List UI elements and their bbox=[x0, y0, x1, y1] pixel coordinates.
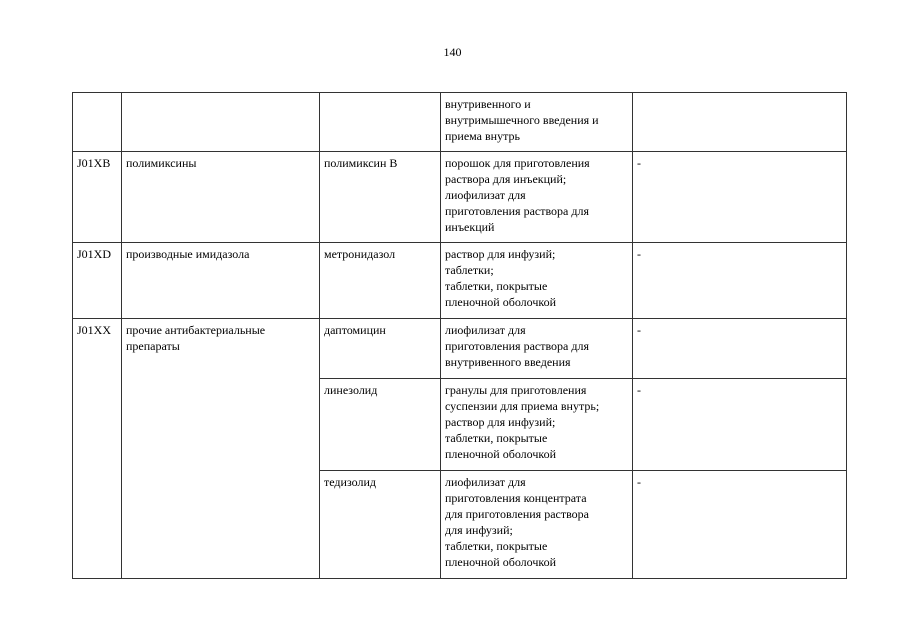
atc-code-cell: J01XB bbox=[73, 152, 122, 243]
page-number: 140 bbox=[443, 45, 462, 59]
drug-name-cell: полимиксин B bbox=[320, 152, 441, 243]
note-cell: - bbox=[633, 471, 847, 579]
dosage-form-cell: внутривенного и внутримышечного введения и приема внутрь bbox=[441, 93, 633, 152]
drug-name-cell: даптомицин bbox=[320, 319, 441, 379]
atc-code-cell: J01XX bbox=[73, 319, 122, 579]
table-row bbox=[73, 93, 847, 152]
note-cell: - bbox=[633, 379, 847, 471]
group-cell bbox=[122, 93, 320, 152]
atc-code-cell bbox=[73, 93, 122, 152]
table-row bbox=[73, 152, 847, 243]
drug-name-cell: тедизолид bbox=[320, 471, 441, 579]
drug-name-cell: линезолид bbox=[320, 379, 441, 471]
note-cell: - bbox=[633, 243, 847, 319]
note-cell bbox=[633, 93, 847, 152]
note-cell: - bbox=[633, 152, 847, 243]
dosage-form-cell: раствор для инфузий; таблетки; таблетки, покрытые пленочной оболочкой bbox=[441, 243, 633, 319]
table-row bbox=[73, 243, 847, 319]
note-cell: - bbox=[633, 319, 847, 379]
table-row bbox=[73, 319, 847, 379]
dosage-form-cell: гранулы для приготовления суспензии для приема внутрь; раствор для инфузий; таблетки, покрытые пленочной оболочкой bbox=[441, 379, 633, 471]
drug-table bbox=[72, 92, 847, 579]
group-cell: полимиксины bbox=[122, 152, 320, 243]
group-cell: производные имидазола bbox=[122, 243, 320, 319]
drug-name-cell: метронидазол bbox=[320, 243, 441, 319]
dosage-form-cell: лиофилизат для приготовления концентрата для приготовления раствора для инфузий; таблетки, покрытые пленочной оболочкой bbox=[441, 471, 633, 579]
atc-code-cell: J01XD bbox=[73, 243, 122, 319]
dosage-form-cell: лиофилизат для приготовления раствора для внутривенного введения bbox=[441, 319, 633, 379]
dosage-form-cell: порошок для приготовления раствора для инъекций; лиофилизат для приготовления раствора для инъекций bbox=[441, 152, 633, 243]
group-cell: прочие антибактериальные препараты bbox=[122, 319, 320, 579]
drug-name-cell bbox=[320, 93, 441, 152]
